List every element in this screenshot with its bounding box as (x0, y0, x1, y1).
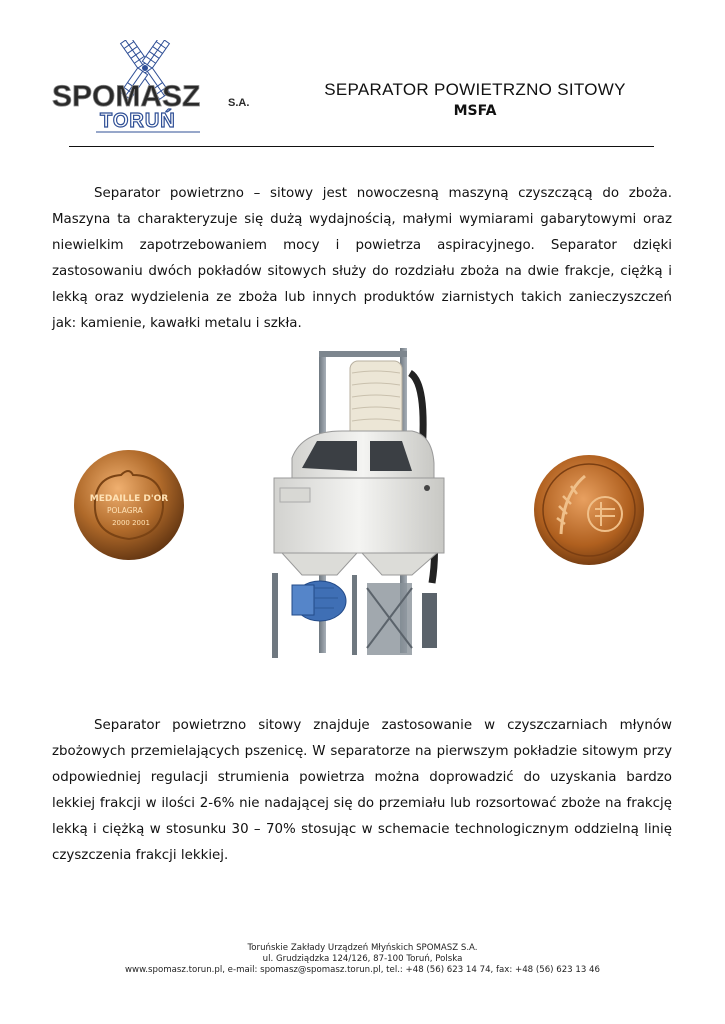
svg-text:S.A.: S.A. (228, 97, 250, 109)
svg-text:MEDAILLE D'OR: MEDAILLE D'OR (89, 494, 169, 504)
bronze-medal-image (533, 454, 645, 566)
svg-text:POLAGRA: POLAGRA (107, 506, 143, 515)
document-title: SEPARATOR POWIETRZNO SITOWY (324, 80, 626, 99)
windmill-logo-icon (50, 40, 260, 140)
model-name: MSFA (453, 103, 497, 119)
footer-contact: www.spomasz.torun.pl, e-mail: spomasz@spomasz.torun.pl, tel.: +48 (56) 623 14 74, fax: +48 (56) 623 13 46 (125, 965, 600, 975)
medal-wheat-emblem-icon (533, 454, 645, 566)
document-title-block (290, 80, 660, 119)
gold-medal-image (73, 449, 185, 561)
header-divider (69, 146, 654, 147)
application-paragraph: Separator powietrzno sitowy znajduje zastosowanie w czyszczarniach młynów zbożowych przemielających pszenicę. W separatorze na pierwszym pokładzie sitowym przy odpowiedniej regulacji strumienia powietrza można doprowadzić do uzyskania bardzo lekkiej frakcji w ilości 2-6% nie nadającej się do przemiału lub rozsortować zboże na frakcję lekką i ciężką w stosunku 30 – 70% stosując w schemacie technologicznym oddzielną linię czyszczenia frakcji lekkiej. (52, 718, 672, 863)
footer-company-name: Toruńskie Zakłady Urządzeń Młyńskich SPOMASZ S.A. (247, 943, 478, 953)
svg-text:TORUŃ: TORUŃ (100, 110, 176, 132)
separator-machine-image (262, 343, 457, 660)
svg-text:2000 2001: 2000 2001 (112, 519, 150, 527)
separator-machine-icon (262, 343, 457, 660)
svg-text:SPOMASZ: SPOMASZ (52, 80, 201, 113)
medal-polagra-icon (73, 449, 185, 561)
intro-paragraph: Separator powietrzno – sitowy jest nowoczesną maszyną czyszczącą do zboża. Maszyna ta charakteryzuje się dużą wydajnością, małymi wymiarami gabarytowymi oraz niewielkim zapotrzebowaniem mocy i powietrza aspiracyjnego. Separator dzięki zastosowaniu dwóch pokładów sitowych służy do rozdziału zboża na dwie frakcje, ciężką i lekką oraz wydzielenia ze zboża lub innych produktów ziarnistych takich zanieczyszczeń jak: kamienie, kawałki metalu i szkła. (52, 186, 672, 331)
footer-address: ul. Grudziądzka 124/126, 87-100 Toruń, Polska (262, 954, 463, 964)
page-footer (0, 943, 725, 976)
company-logo (50, 40, 260, 140)
